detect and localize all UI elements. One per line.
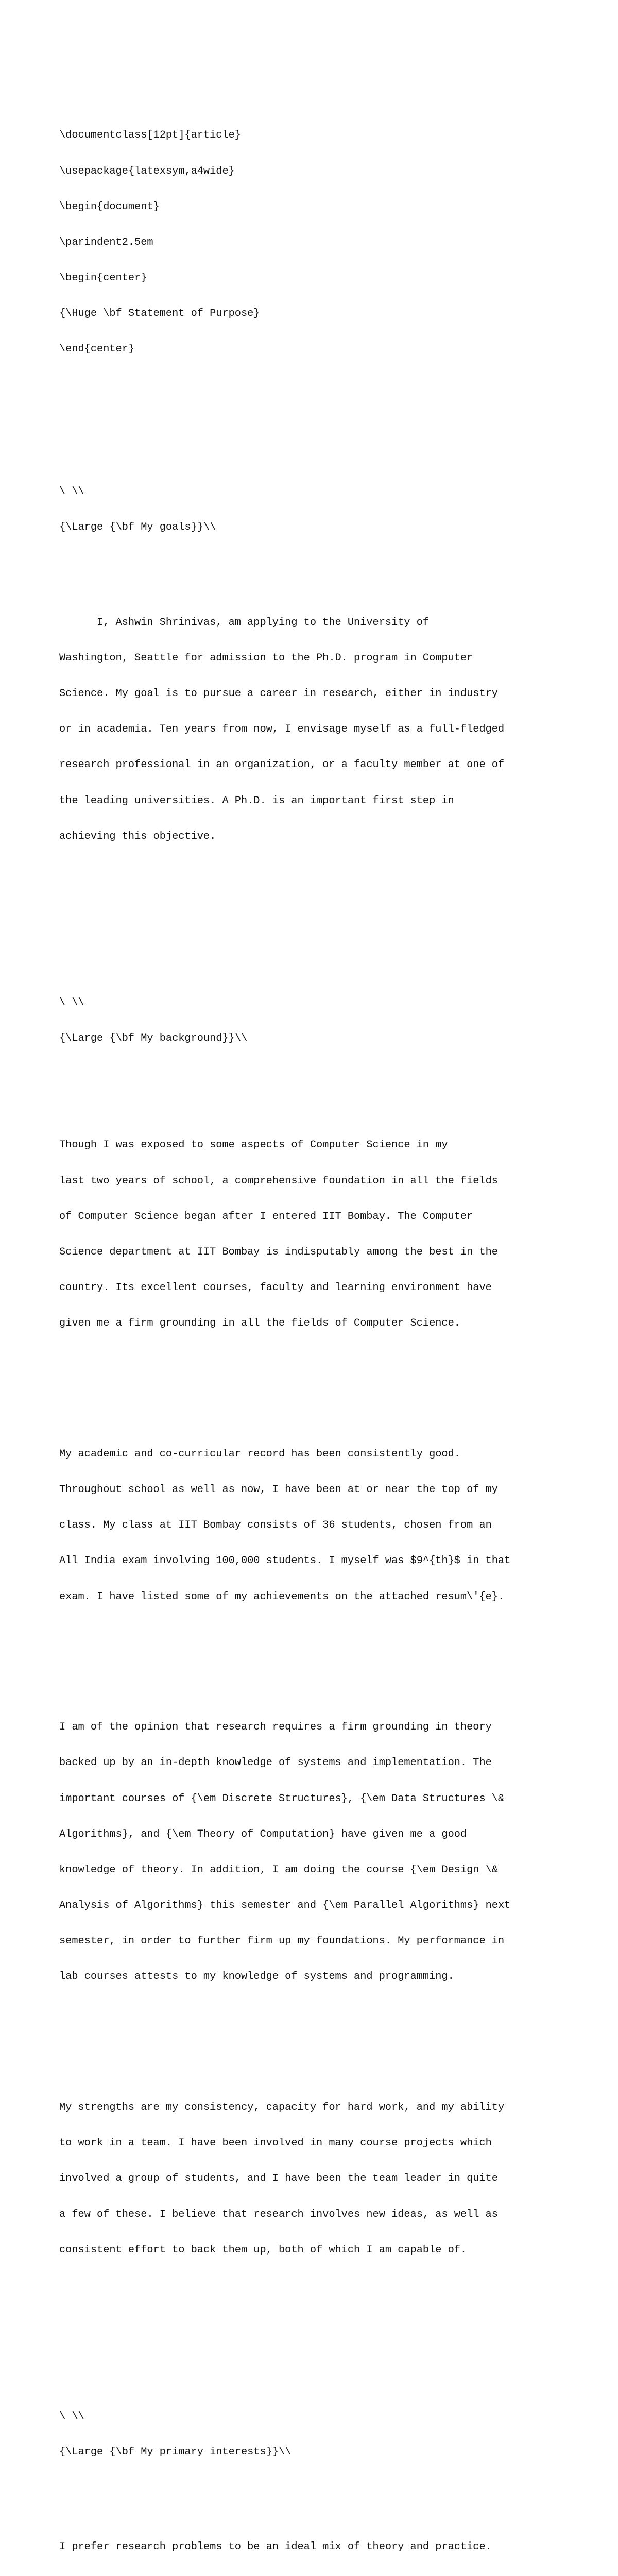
preamble-line: {\Huge \bf Statement of Purpose} xyxy=(59,308,260,320)
preamble-line: \begin{center} xyxy=(59,272,147,284)
paragraph-line: achieving this objective. xyxy=(59,830,216,842)
preamble-line: \parindent2.5em xyxy=(59,236,153,248)
section-spacer-line: \ \\ xyxy=(59,486,84,498)
section-heading-line: {\Large {\bf My goals}}\\ xyxy=(59,521,216,534)
paragraph-line: My strengths are my consistency, capacity for hard work, and my ability xyxy=(59,2102,505,2114)
blank-line xyxy=(59,1377,510,1389)
paragraph-line: Analysis of Algorithms} this semester and {\em Parallel Algorithms} next xyxy=(59,1900,511,1912)
blank-line xyxy=(59,1650,510,1662)
section-my-goals xyxy=(59,462,510,925)
blank-line xyxy=(59,403,510,415)
blank-line xyxy=(59,2030,510,2042)
paragraph-line: Algorithms}, and {\em Theory of Computation} have given me a good xyxy=(59,1828,467,1840)
paragraph xyxy=(59,1115,510,1353)
paragraph-line: Science. My goal is to pursue a career in research, either in industry xyxy=(59,688,498,700)
blank-line xyxy=(59,890,510,902)
blank-line xyxy=(59,557,510,569)
paragraph-line: Science department at IIT Bombay is indisputably among the best in the xyxy=(59,1246,498,1258)
paragraph-line: Though I was exposed to some aspects of Computer Science in my xyxy=(59,1139,448,1151)
paragraph-line: backed up by an in-depth knowledge of systems and implementation. The xyxy=(59,1757,492,1769)
paragraph-line: the leading universities. A Ph.D. is an important first step in xyxy=(59,794,454,807)
paragraph xyxy=(59,2078,510,2280)
section-spacer-line: \ \\ xyxy=(59,996,84,1009)
paragraph-line: of Computer Science began after I entered IIT Bombay. The Computer xyxy=(59,1210,473,1223)
preamble-line: \documentclass[12pt]{article} xyxy=(59,129,241,142)
paragraph-line: class. My class at IIT Bombay consists of 36 students, chosen from an xyxy=(59,1519,492,1532)
paragraph-line: lab courses attests to my knowledge of systems and programming. xyxy=(59,1971,454,1983)
paragraph-line: consistent effort to back them up, both of which I am capable of. xyxy=(59,2244,467,2256)
paragraph-line: knowledge of theory. In addition, I am doing the course {\em Design \& xyxy=(59,1863,498,1876)
paragraph-line: My academic and co-curricular record has been consistently good. xyxy=(59,1448,460,1460)
blank-line xyxy=(59,2303,510,2315)
paragraph-line: involved a group of students, and I have been the team leader in quite xyxy=(59,2173,498,2185)
paragraph-line: or in academia. Ten years from now, I envisage myself as a full-fledged xyxy=(59,723,505,736)
paragraph-line: research professional in an organization, or a faculty member at one of xyxy=(59,759,505,771)
paragraph-line: I prefer research problems to be an ideal mix of theory and practice. xyxy=(59,2541,492,2553)
preamble-line: \begin{document} xyxy=(59,200,160,213)
paragraph-line: a few of these. I believe that research involves new ideas, as well as xyxy=(59,2208,498,2221)
section-my-primary-interests xyxy=(59,2386,510,2576)
paragraph-line: exam. I have listed some of my achievements on the attached resum\'{e}. xyxy=(59,1590,505,1603)
paragraph xyxy=(59,1425,510,1626)
section-heading-line: {\Large {\bf My background}}\\ xyxy=(59,1032,248,1044)
paragraph-line: country. Its excellent courses, faculty and learning environment have xyxy=(59,1282,492,1294)
blank-line xyxy=(59,1068,510,1080)
paragraph-line: Washington, Seattle for admission to the Ph.D. program in Computer xyxy=(59,652,473,664)
paragraph xyxy=(59,2517,510,2576)
preamble-line: \usepackage{latexsym,a4wide} xyxy=(59,165,235,177)
blank-line xyxy=(59,2482,510,2494)
paragraph-line: All India exam involving 100,000 students. I myself was $9^{th}$ in that xyxy=(59,1555,511,1567)
paragraph-line: important courses of {\em Discrete Structures}, {\em Data Structures \& xyxy=(59,1792,505,1805)
latex-source-text xyxy=(59,58,510,2576)
paragraph-line: last two years of school, a comprehensive foundation in all the fields xyxy=(59,1175,498,1187)
preamble-line: \end{center} xyxy=(59,343,135,355)
paragraph-line: I, Ashwin Shrinivas, am applying to the University of xyxy=(59,616,430,629)
latex-preamble xyxy=(59,106,510,379)
paragraph-line: given me a firm grounding in all the fields of Computer Science. xyxy=(59,1317,460,1330)
section-spacer-line: \ \\ xyxy=(59,2410,84,2422)
paragraph xyxy=(59,593,510,866)
paragraph-line: I am of the opinion that research requires a firm grounding in theory xyxy=(59,1721,492,1734)
section-my-background xyxy=(59,973,510,2340)
paragraph xyxy=(59,1698,510,2007)
paragraph-line: Throughout school as well as now, I have been at or near the top of my xyxy=(59,1484,498,1496)
paragraph-line: to work in a team. I have been involved in many course projects which xyxy=(59,2137,492,2149)
section-heading-line: {\Large {\bf My primary interests}}\\ xyxy=(59,2446,291,2458)
paragraph-line: semester, in order to further firm up my foundations. My performance in xyxy=(59,1935,505,1947)
